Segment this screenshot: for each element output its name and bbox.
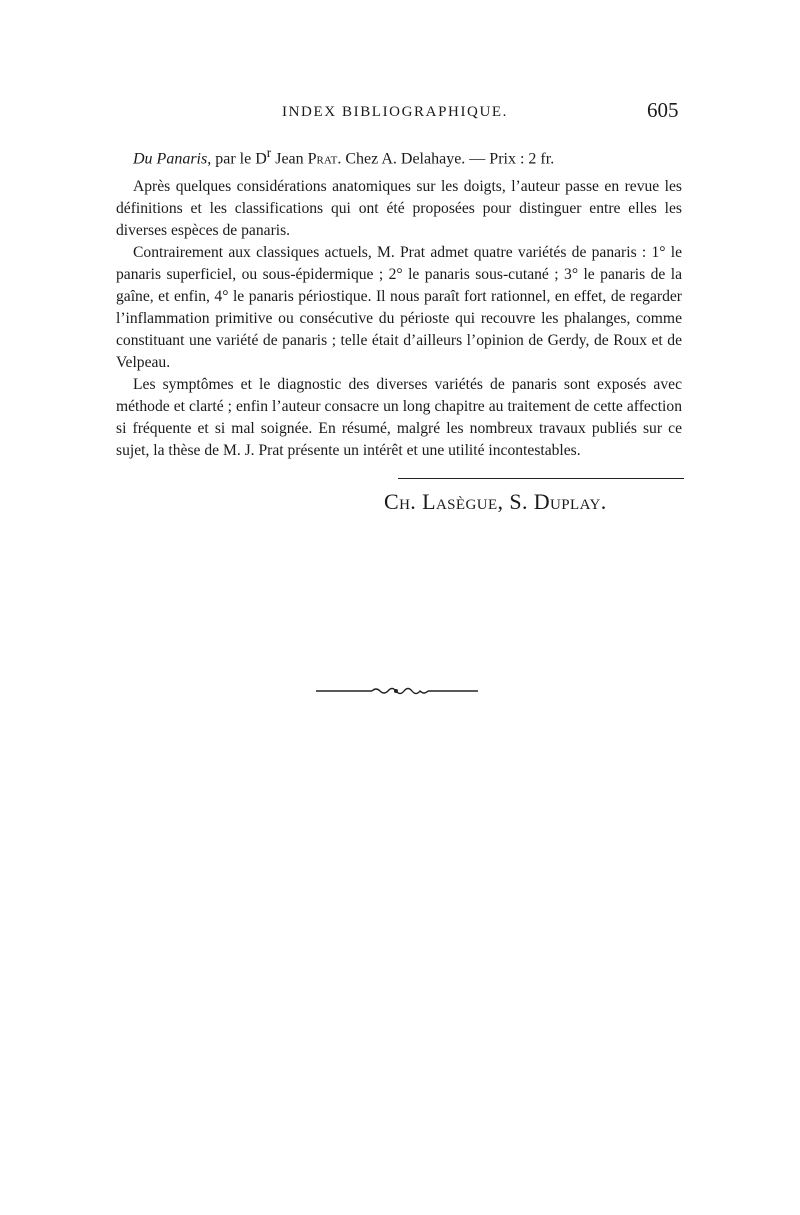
paragraph: Après quelques considérations anatomiques sur les doigts, l’auteur passe en revue les définitions et les classifications qui ont été proposées pour distinguer entre elles les diverses espèces de panaris. xyxy=(116,178,682,239)
bibliographic-citation xyxy=(133,145,554,168)
review-body xyxy=(116,176,682,462)
book-title: Du Panaris xyxy=(133,150,208,168)
signature-rule xyxy=(398,478,684,479)
signature-separator: , xyxy=(497,489,510,514)
citation-publisher-price: . Chez A. Delahaye. — Prix : 2 fr. xyxy=(337,150,555,168)
page-header xyxy=(0,98,800,126)
ornamental-tailpiece-icon xyxy=(316,683,478,699)
signature-name-duplay: S. Duplay xyxy=(509,489,601,514)
signature xyxy=(384,489,607,515)
author-first-name: Jean xyxy=(271,150,308,168)
doctor-abbrev-sup: r xyxy=(266,145,272,160)
signature-name-lasegue: Ch. Lasègue xyxy=(384,489,498,514)
signature-end: . xyxy=(600,489,607,514)
page-number: 605 xyxy=(647,98,679,122)
paragraph: Les symptômes et le diagnostic des diverses variétés de panaris sont exposés avec méthode et clarté ; enfin l’auteur consacre un long chapitre au traitement de cette affection si fréquente et si mal soignée. En résumé, malgré les nombreux travaux publiés sur ce sujet, la thèse de M. J. Prat présente un intérêt et une utilité incontestables. xyxy=(116,376,682,459)
paragraph: Contrairement aux classiques actuels, M. Prat admet quatre variétés de panaris : 1° le panaris superficiel, ou sous-épidermique ; 2° le panaris sous-cutané ; 3° le panaris de la gaîne, et enfin, 4° le panaris périostique. Il nous paraît fort rationnel, en effet, de regarder l’inflammation primitive ou consécutive du périoste qui recouvre les phalanges, comme constituant une variété de panaris ; telle était d’ailleurs l’opinion de Gerdy, de Roux et de Velpeau. xyxy=(116,244,682,371)
running-head: INDEX BIBLIOGRAPHIQUE. xyxy=(282,104,509,120)
citation-by: , par le D xyxy=(207,150,267,168)
author-last-name: Prat xyxy=(307,150,338,168)
